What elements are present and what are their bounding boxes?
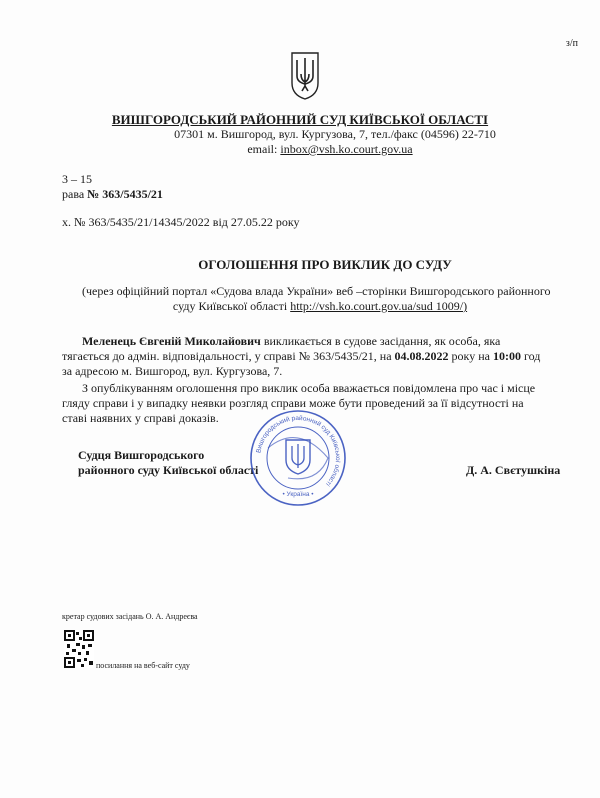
body-text: год: [520, 349, 541, 363]
body-line-3: за адресою м. Вишгород, вул. Кургузова, 7.: [62, 364, 283, 378]
secretary-line: кретар судових засідань О. А. Андреєва: [62, 612, 198, 621]
signature-name: Д. А. Свєтушкіна: [466, 463, 561, 477]
person-name: Меленець Євгеній Миколайович: [82, 334, 261, 348]
qr-caption: посилання на веб-сайт суду: [96, 661, 190, 670]
qr-code-icon[interactable]: [64, 630, 94, 668]
case-label: рава: [62, 187, 88, 201]
trident-emblem-icon: [289, 50, 321, 100]
ref-line-1: 3 – 15: [62, 172, 92, 186]
seal-text: Вишгородський районний суд Київської області: [255, 414, 342, 488]
signature-title-2: районного суду Київської області: [78, 463, 259, 477]
body-line-4: З опублікуванням оголошення про виклик особа вважається повідомлена про час і місце: [82, 381, 536, 395]
body-line-1: [82, 334, 600, 349]
body-line-5: гляду справи і у випадку неявки розгляд справи може бути проведений за її відсутності на: [62, 396, 524, 410]
body-text: тягається до адмін. відповідальності, у справі № 363/5435/21, на: [62, 349, 395, 363]
body-text: року на: [448, 349, 493, 363]
portal-line-2: [0, 299, 600, 314]
email-link[interactable]: inbox@vsh.ko.court.gov.ua: [280, 142, 413, 156]
case-number: № 363/5435/21: [87, 187, 163, 201]
seal-country: • Україна •: [282, 491, 314, 498]
body-line-2: [62, 349, 582, 364]
portal-court: суду Київської області: [172, 299, 291, 313]
body-text: викликається в судове засідання, як особа, яка: [260, 334, 501, 348]
court-email-line: [0, 142, 600, 157]
document-title: ОГОЛОШЕННЯ ПРО ВИКЛИК ДО СУДУ: [198, 257, 452, 272]
hearing-date: 04.08.2022: [394, 349, 449, 363]
email-label: email:: [247, 142, 281, 156]
portal-link[interactable]: http://vsh.ko.court.gov.ua/sud 1009/): [290, 299, 468, 313]
portal-line-1: (через офіційний портал «Судова влада України» веб –сторінки Вишгородського районного: [82, 284, 551, 298]
court-name: ВИШГОРОДСЬКИЙ РАЙОННИЙ СУД КИЇВСЬКОЇ ОБЛАСТІ: [111, 112, 489, 127]
signature-title-1: Судця Вишгородського: [78, 448, 205, 462]
corner-mark: з/п: [565, 38, 578, 49]
body-line-6: ставі наявних у справі доказів.: [62, 411, 219, 425]
ref-line-2: [62, 187, 163, 202]
court-seal-stamp: [248, 408, 348, 508]
ref-line-3: x. № 363/5435/21/14345/2022 від 27.05.22 року: [62, 215, 300, 229]
court-address: 07301 м. Вишгород, вул. Кургузова, 7, тел./факс (04596) 22-710: [174, 127, 496, 141]
hearing-time: 10:00: [492, 349, 521, 363]
